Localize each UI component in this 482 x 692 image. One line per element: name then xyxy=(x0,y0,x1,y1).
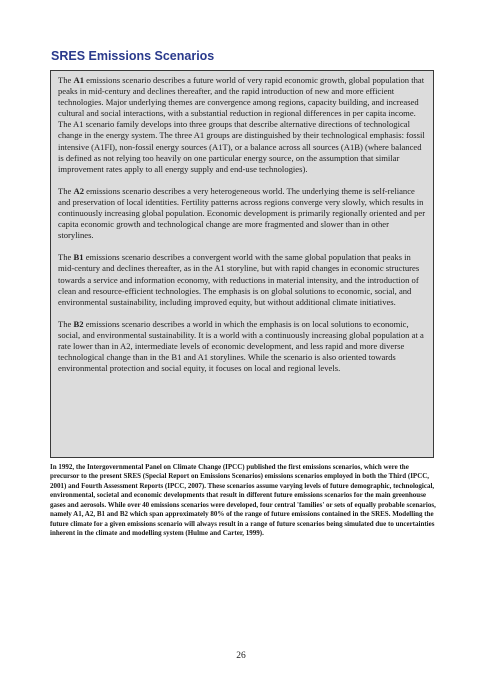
scenario-term-a1: A1 xyxy=(73,75,85,85)
paragraph-text: emissions scenario describes a convergent world with the same global population that peaks in mid-century and declines thereafter, as in the A1 storyline, but with rapid changes in economic structures towards a service and information economy, with reductions in material intensity, and the introduction of clean and resource-efficient technologies. The emphasis is on global solutions to economic, social, and environmental sustainability, including improved equity, but without additional climate initiatives. xyxy=(58,252,420,307)
scenario-a2-paragraph xyxy=(58,186,426,241)
paragraph-lead: The xyxy=(58,185,74,196)
scenario-term-b2: B2 xyxy=(73,318,84,329)
paragraph-text: emissions scenario describes a very heterogeneous world. The underlying theme is self-reliance and preservation of local identities. Fertility patterns across regions converge very slowly, which results in continuously increasing global population. Economic development is primarily regionally oriented and per capita economic growth and technological change are more fragmented and slower than in other storylines. xyxy=(58,185,426,241)
scenario-description-box xyxy=(50,70,434,458)
scenario-a1-paragraph xyxy=(58,75,426,175)
section-heading: SRES Emissions Scenarios xyxy=(51,49,215,63)
scenario-term-a2: A2 xyxy=(73,185,85,196)
paragraph-text: emissions scenario describes a world in which the emphasis is on local solutions to economic, social, and environmental sustainability. It is a world with a continuously increasing global population at a rate lower than in A2, intermediate levels of economic development, and less rapid and more diverse technological change than in the B1 and A1 storylines. While the scenario is also oriented towards environmental protection and social equity, it focuses on local and regional levels. xyxy=(58,318,424,374)
page-number: 26 xyxy=(236,651,246,661)
scenario-b2-paragraph xyxy=(58,319,426,374)
box-caption: In 1992, the Intergovernmental Panel on Climate Change (IPCC) published the first emissions scenarios, which were the precursor to the present SRES (Special Report on Emissions Scenarios) emissions scenarios employed in both the Third (IPCC, 2001) and Fourth Assessment Reports (IPCC, 2007). These scenarios assume varying levels of future demographic, technological, environmental, societal and economic developments that result in different future emissions scenarios for the main greenhouse gases and aerosols. While over 40 emissions scenarios were developed, four central 'families' or sets of equally probable scenarios, namely A1, A2, B1 and B2 which span approximately 80% of the range of future emissions contained in the SRES. Modelling the future climate for a given emissions scenario will always result in a range of future scenarios being simulated due to uncertainties inherent in the climate and modelling system (Hulme and Carter, 1999). xyxy=(50,463,436,538)
scenario-term-b1: B1 xyxy=(73,252,84,263)
paragraph-text: emissions scenario describes a future world of very rapid economic growth, global population that peaks in mid-century and declines thereafter, and the rapid introduction of new and more efficient technologies. Major underlying themes are convergence among regions, capacity building, and increased cultural and social interactions, with a substantial reduction in regional differences in per capita income. The A1 scenario family develops into three groups that describe alternative directions of technological change in the energy system. The three A1 groups are distinguished by their technological emphasis: fossil intensive (A1FI), non-fossil energy sources (A1T), or a balance across all sources (A1B) (where balanced is defined as not relying too heavily on one particular energy source, on the assumption that similar improvement rates apply to all energy supply and end-use technologies). xyxy=(58,75,425,174)
scenario-b1-paragraph xyxy=(58,252,426,307)
paragraph-lead: The xyxy=(58,252,74,263)
paragraph-lead: The xyxy=(58,318,74,329)
paragraph-lead: The xyxy=(58,75,74,85)
